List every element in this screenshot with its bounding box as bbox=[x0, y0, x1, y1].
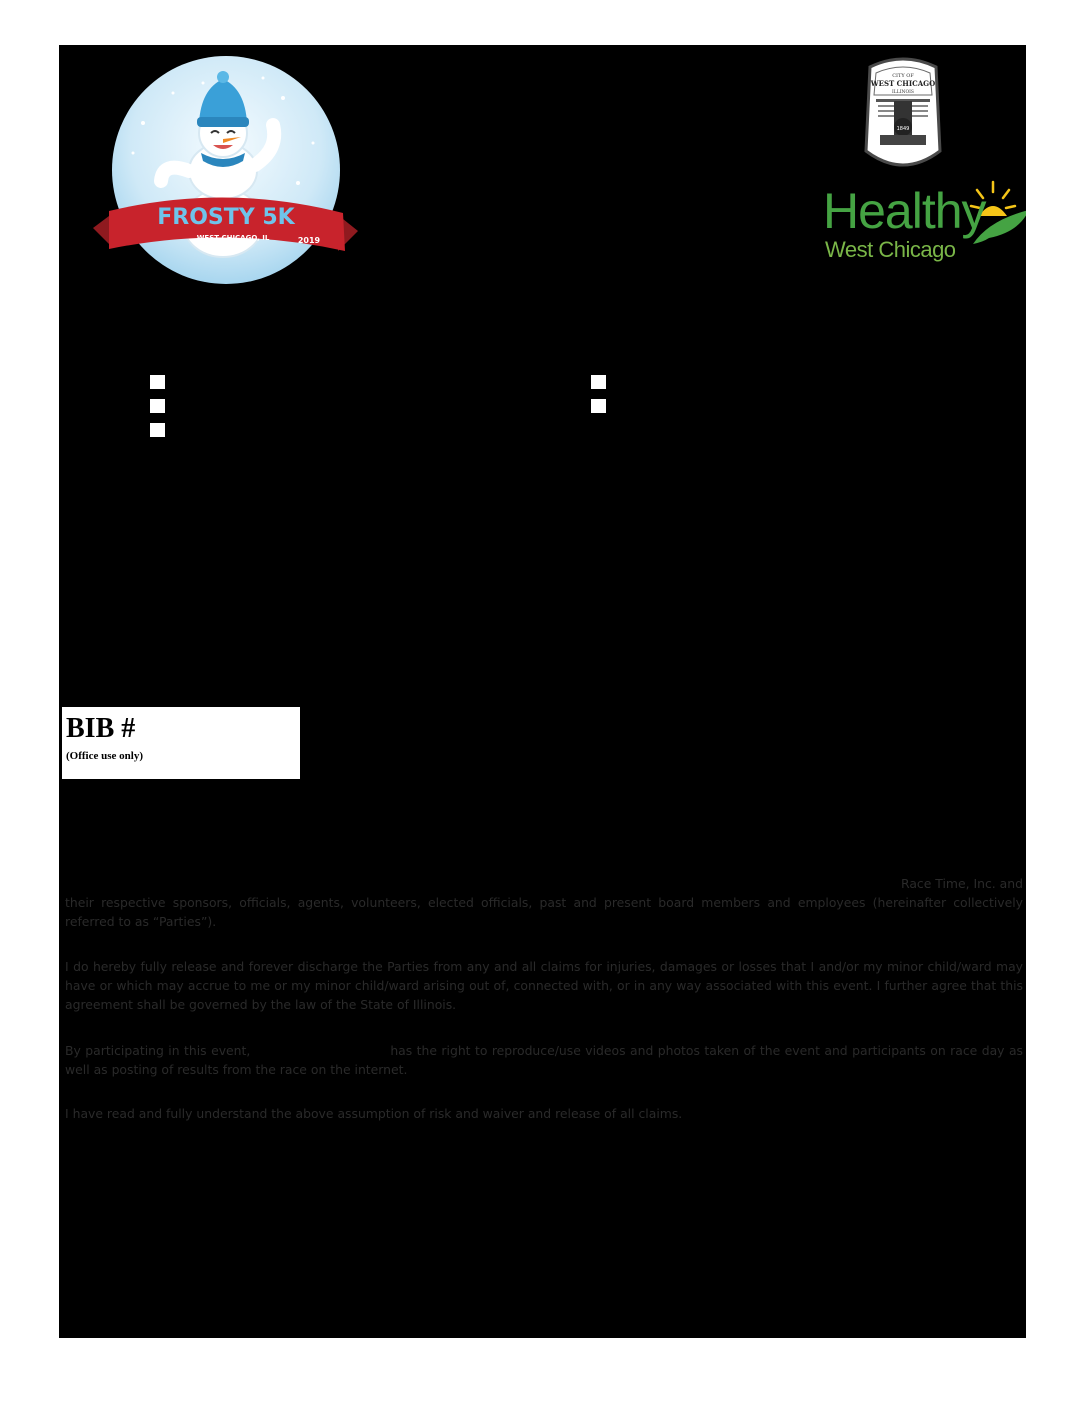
seal-city-name: WEST CHICAGO bbox=[870, 79, 936, 88]
bib-number-box[interactable] bbox=[62, 707, 300, 779]
media-clause-start: By participating in this event, bbox=[65, 1043, 251, 1058]
waiver-paragraph-parties: their respective sponsors, officials, agents, volunteers, elected officials, past and present board members and employees (hereinafter collectively referred to as “Parties”). bbox=[65, 895, 1023, 929]
waiver-paragraph-acknowledgement: I have read and fully understand the above assumption of risk and waiver and release of all claims. bbox=[65, 1106, 683, 1121]
seal-established: 1849 bbox=[896, 126, 910, 132]
checkbox-left-3[interactable] bbox=[150, 423, 165, 437]
frosty-5k-logo bbox=[83, 53, 368, 285]
city-seal-logo bbox=[864, 55, 942, 175]
frosty-year: 2019 bbox=[297, 236, 321, 245]
waiver-line-fragment: Race Time, Inc. and bbox=[900, 876, 1023, 891]
media-clause-end: has the right to reproduce/use videos and photos taken of the event and participants on race day as well as posting of results from the race on the internet. bbox=[65, 1043, 1023, 1077]
checkbox-left-1[interactable] bbox=[150, 375, 165, 389]
bib-office-note: (Office use only) bbox=[66, 750, 143, 762]
checkbox-right-1[interactable] bbox=[591, 375, 606, 389]
healthy-word: Healthy bbox=[823, 183, 986, 239]
frosty-banner-title: FROSTY 5K bbox=[157, 205, 295, 230]
healthy-subtitle: West Chicago bbox=[825, 237, 956, 262]
frosty-location: WEST CHICAGO, IL bbox=[196, 234, 270, 242]
waiver-paragraph-media bbox=[65, 1041, 1023, 1079]
healthy-west-chicago-logo bbox=[819, 180, 1026, 266]
seal-state: ILLINOIS bbox=[891, 90, 915, 95]
checkbox-left-2[interactable] bbox=[150, 399, 165, 413]
waiver-paragraph-release: I do hereby fully release and forever discharge the Parties from any and all claims for injuries, damages or losses that I and/or my minor child/ward may have or which may accrue to me or my minor child/ward arising out of, connected with, or in any way associated with this event. I further agree that this agreement shall be governed by the law of the State of Illinois. bbox=[65, 959, 1023, 1012]
bib-title: BIB # bbox=[66, 713, 136, 744]
registration-form-page bbox=[59, 45, 1026, 1338]
seal-top-text: CITY OF bbox=[892, 73, 914, 79]
checkbox-right-2[interactable] bbox=[591, 399, 606, 413]
